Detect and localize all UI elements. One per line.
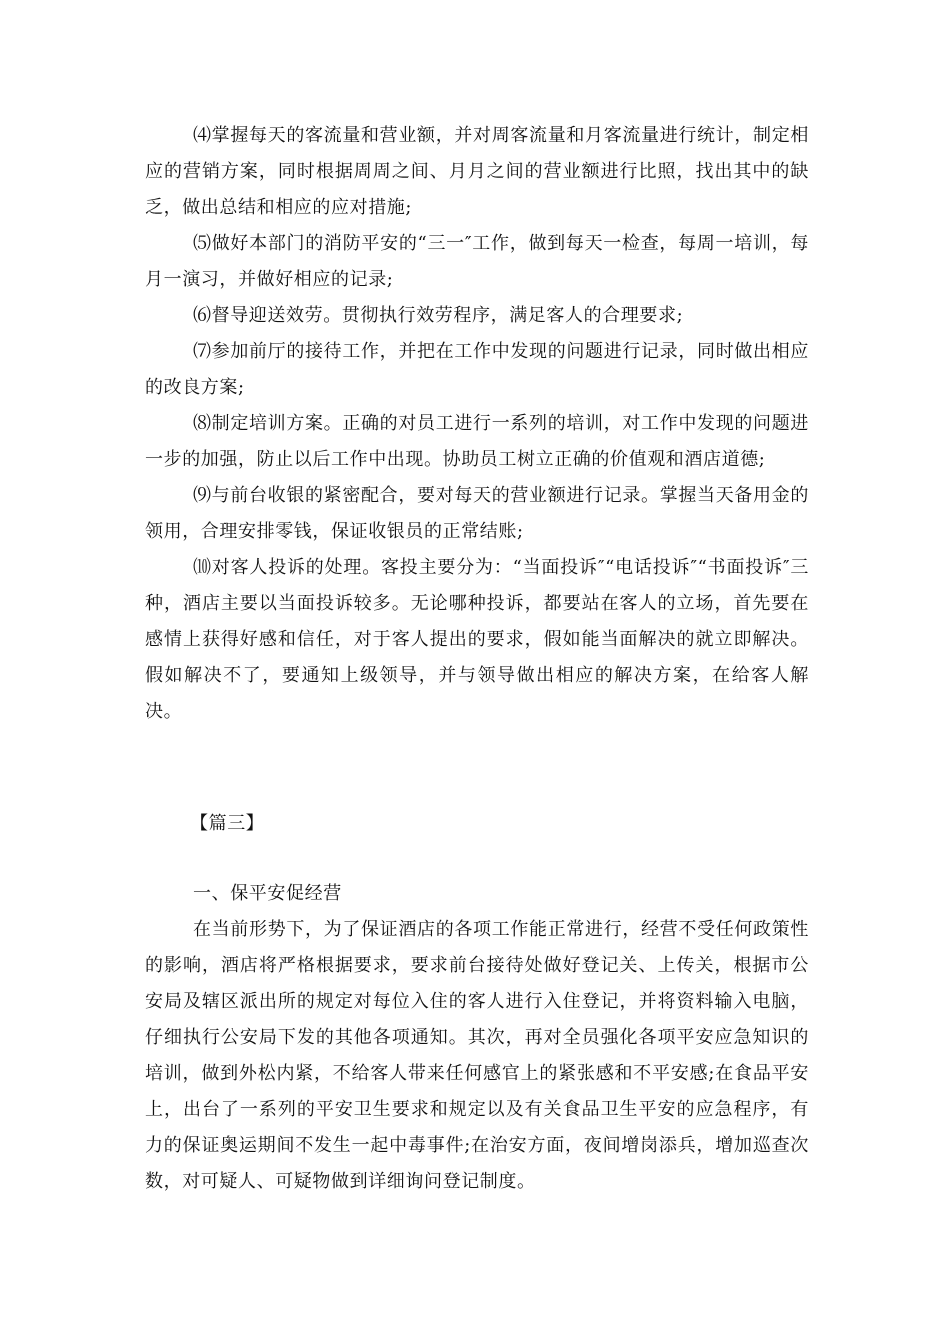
duty-item-5: ⑸做好本部门的消防平安的“三一″工作，做到每天一检查，每周一培训，每月一演习，并做好相应的记录; [145, 233, 809, 290]
duty-item-7: ⑺参加前厅的接待工作，并把在工作中发现的问题进行记录，同时做出相应的改良方案; [145, 341, 809, 398]
section-title: 一、保平安促经营 [193, 883, 342, 904]
duty-item-10: ⑽对客人投诉的处理。客投主要分为：“当面投诉″“电话投诉″“书面投诉″三种，酒店主要以当面投诉较多。无论哪种投诉，都要站在客人的立场，首先要在感情上获得好感和信任，对于客人提出的要求，假如能当面解决的就立即解决。假如解决不了，要通知上级领导，并与领导做出相应的解决方案，在给客人解决。 [145, 557, 809, 722]
section-body: 在当前形势下，为了保证酒店的各项工作能正常进行，经营不受任何政策性的影响，酒店将严格根据要求，要求前台接待处做好登记关、上传关，根据市公安局及辖区派出所的规定对每位入住的客人进行入住登记，并将资料输入电脑，仔细执行公安局下发的其他各项通知。其次，再对全员强化各项平安应急知识的培训，做到外松内紧，不给客人带来任何感官上的紧张感和不平安感;在食品平安上，出台了一系列的平安卫生要求和规定以及有关食品卫生平安的应急程序，有力的保证奥运期间不发生一起中毒事件;在治安方面，夜间增岗添兵，增加巡查次数，对可疑人、可疑物做到详细询问登记制度。 [145, 919, 809, 1192]
duty-item-9: ⑼与前台收银的紧密配合，要对每天的营业额进行记录。掌握当天备用金的领用，合理安排零钱，保证收银员的正常结账; [145, 485, 809, 542]
duty-item-4: ⑷掌握每天的客流量和营业额，并对周客流量和月客流量进行统计，制定相应的营销方案，同时根据周周之间、月月之间的营业额进行比照，找出其中的缺乏，做出总结和相应的应对措施; [145, 125, 809, 218]
duty-item-8: ⑻制定培训方案。正确的对员工进行一系列的培训，对工作中发现的问题进一步的加强，防止以后工作中出现。协助员工树立正确的价值观和酒店道德; [145, 413, 809, 470]
chapter-heading: 【篇三】 [190, 813, 265, 834]
duty-item-6: ⑹督导迎送效劳。贯彻执行效劳程序，满足客人的合理要求; [193, 305, 684, 326]
duties-list [145, 118, 809, 730]
